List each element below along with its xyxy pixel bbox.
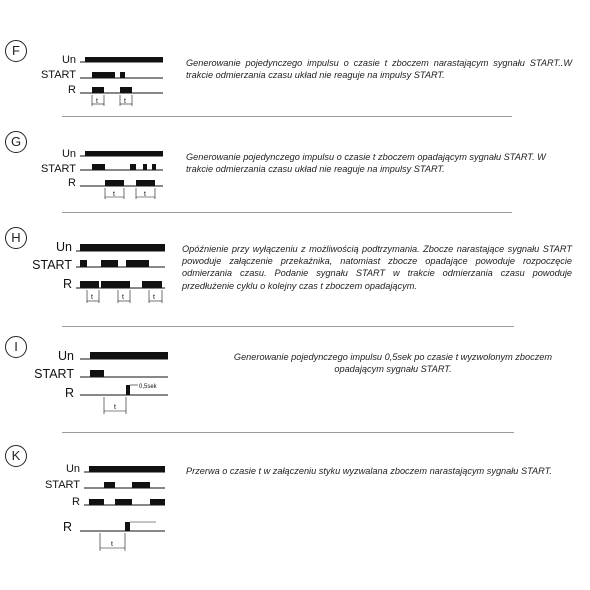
pulse-duration-label: 0,5sek (139, 384, 157, 390)
signal-label-un: Un (61, 148, 76, 160)
t-label: t (114, 404, 116, 411)
signal-label-r: R (68, 177, 76, 189)
signal-label-r: R (64, 386, 74, 400)
description-h: Opóźnienie przy wyłączeniu z możliwością podtrzymania. Zbocze narastające sygnału START powoduje załączenie przekaźnika, natomiast zbocze opadające powoduje rozpoczęcie odmierzania czasu. Podanie sygnału START w trakcie odmierzania czasu powoduje przedłużenie cyklu o kolejny czas t zboczem opadającym. (182, 244, 572, 291)
signal-label-un: Un (65, 463, 80, 475)
t-label: t (144, 191, 146, 198)
description-g: Generowanie pojedynczego impulsu o czasie t zboczem opadającym sygnału START. W trakcie odmierzania czasu układ nie reaguje na impulsy START. (186, 152, 546, 175)
t-label: t (113, 191, 115, 198)
section-badge-h: H (5, 227, 27, 249)
signal-label-start: START (44, 479, 80, 491)
signal-label-r-second: R (62, 520, 72, 534)
signal-label-start: START (40, 69, 76, 81)
signal-label-un: Un (61, 54, 76, 66)
description-f: Generowanie pojedynczego impulsu o czasie t zboczem narastającym sygnału START..W trakcie odmierzania czasu układ nie reaguje na impulsy START. (186, 58, 572, 81)
t-label: t (153, 294, 155, 301)
description-k: Przerwa o czasie t w załączeniu styku wyzwalana zboczem narastającym sygnału START. (186, 466, 552, 476)
signal-label-r: R (72, 496, 80, 508)
signal-label-start: START (34, 367, 74, 381)
signal-label-un: Un (58, 349, 74, 363)
section-badge-k: K (5, 445, 27, 467)
t-label: t (96, 98, 98, 105)
signal-label-start: START (40, 163, 76, 175)
signal-label-r: R (68, 84, 76, 96)
t-label: t (91, 294, 93, 301)
t-label: t (122, 294, 124, 301)
t-label: t (111, 541, 113, 548)
description-i: Generowanie pojedynczego impulsu 0,5sek po czasie t wyzwolonym zboczem opadającym sygnału START. (233, 352, 553, 375)
section-badge-f: F (5, 40, 27, 62)
t-label: t (124, 98, 126, 105)
signal-label-r: R (62, 277, 72, 291)
signal-label-un: Un (56, 240, 72, 254)
section-badge-i: I (5, 336, 27, 358)
signal-label-start: START (32, 258, 72, 272)
section-badge-g: G (5, 131, 27, 153)
